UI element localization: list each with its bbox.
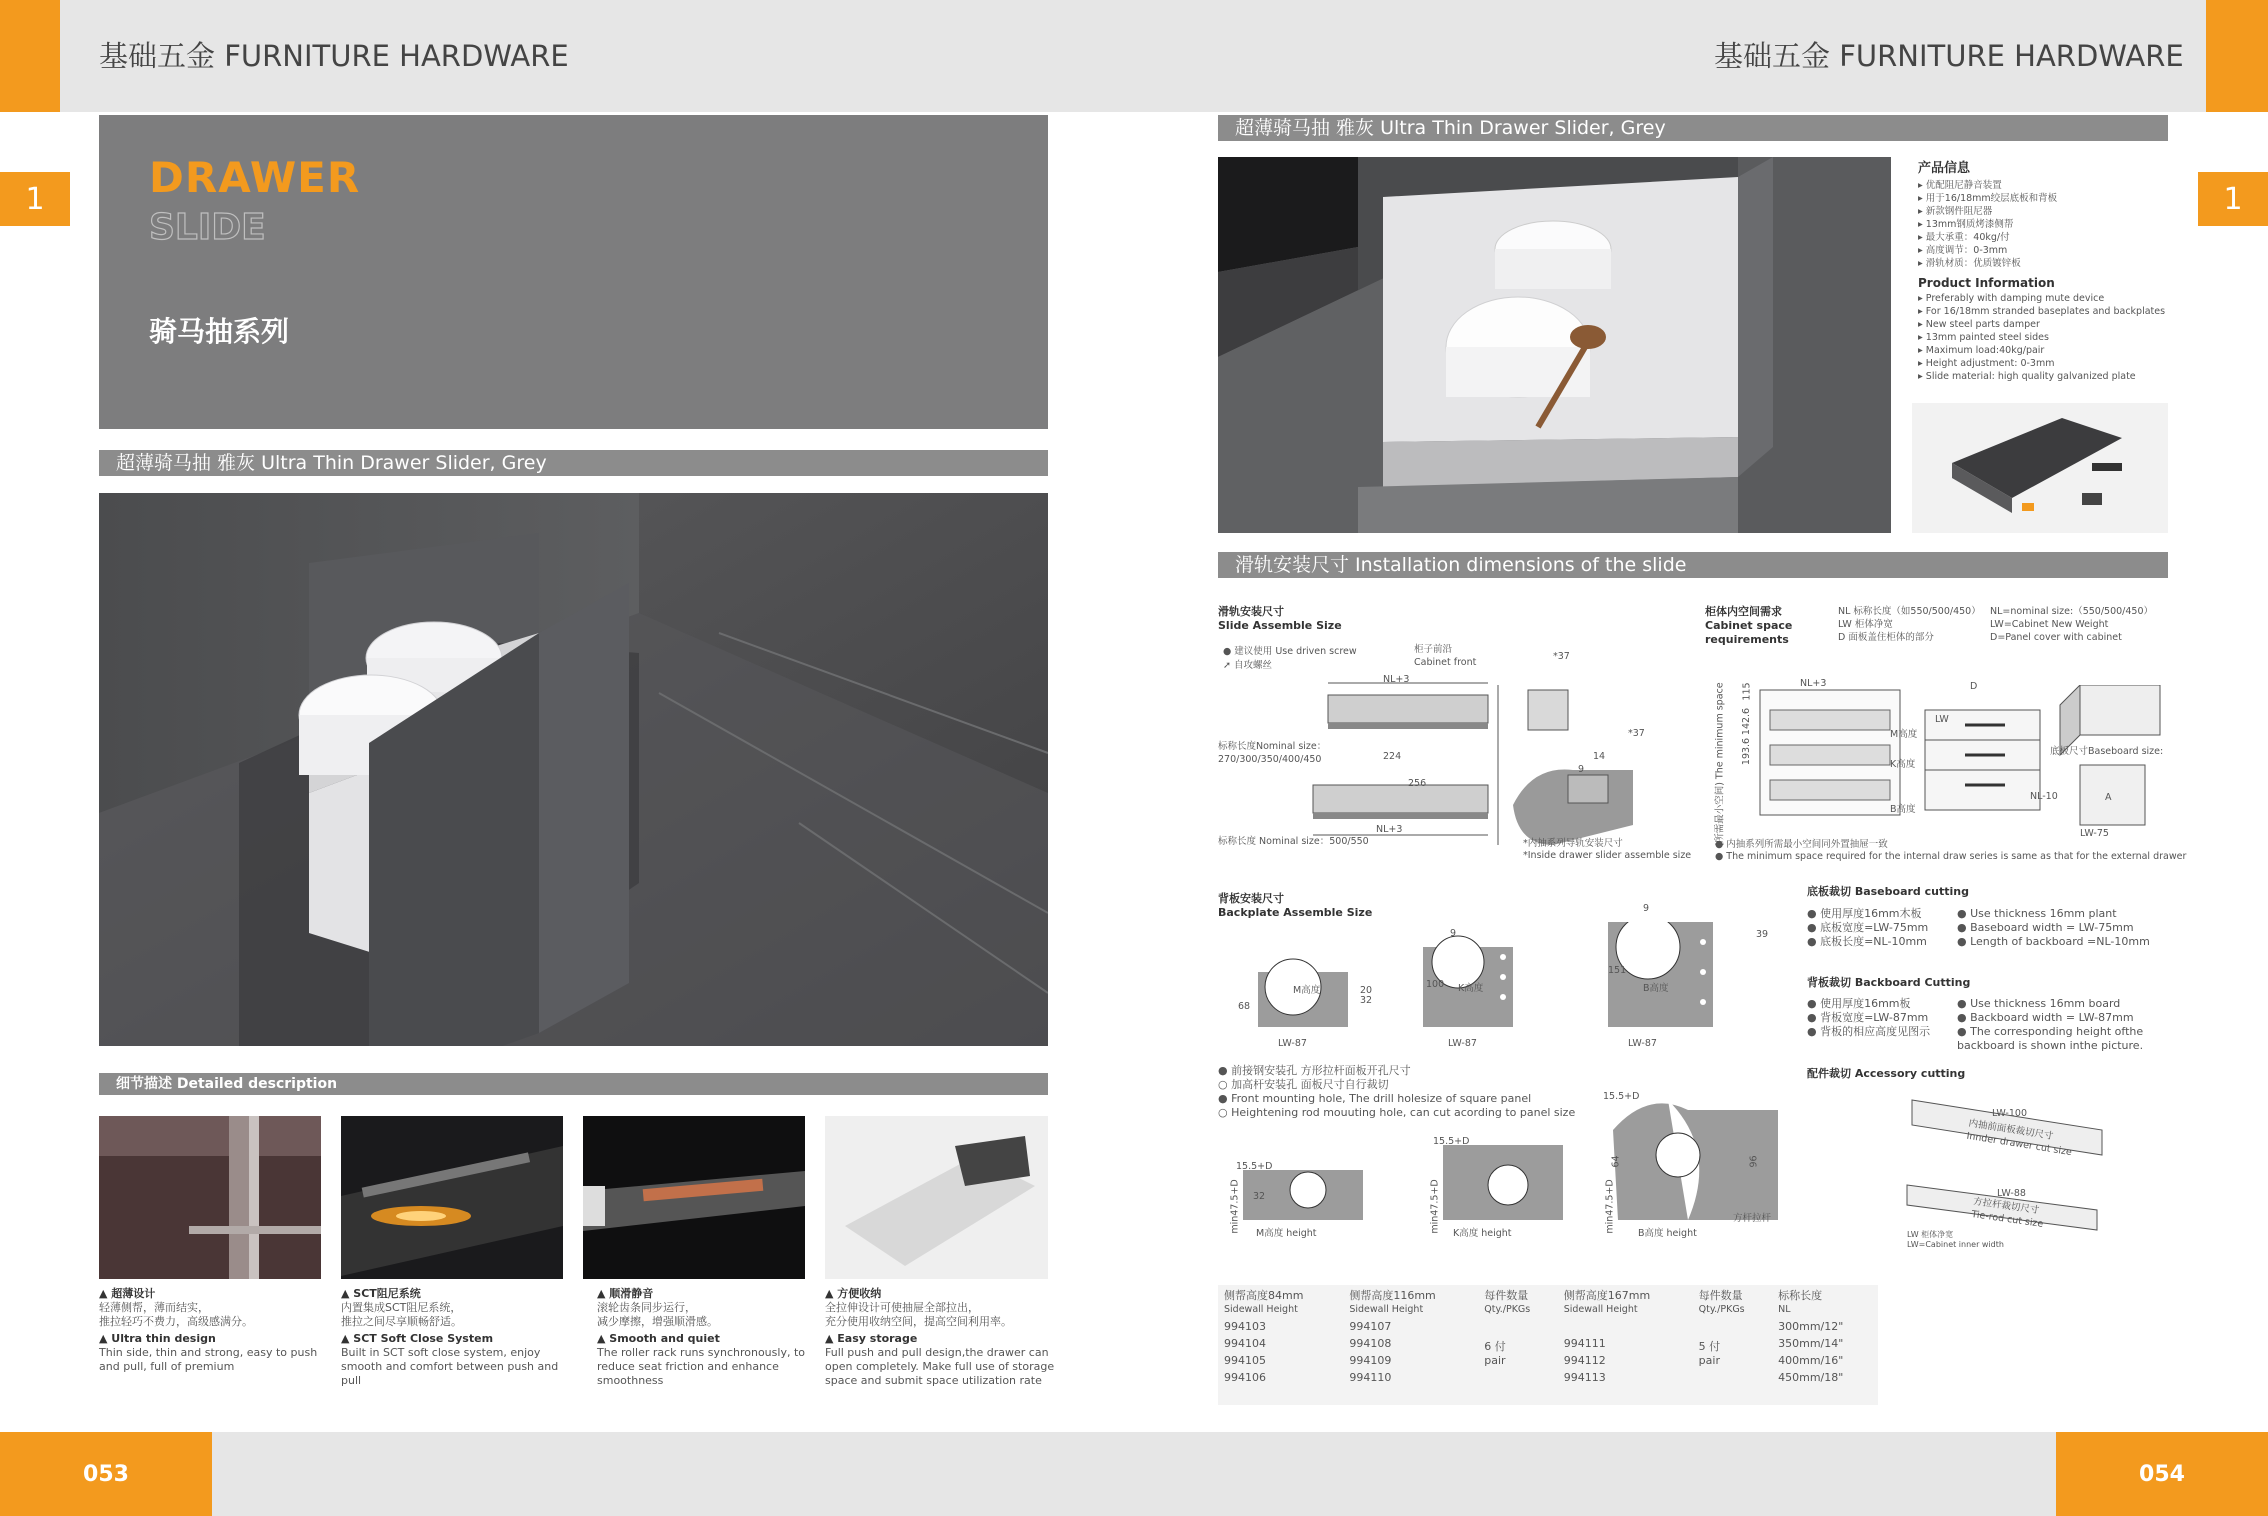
- feature-en-line: Built in SCT soft close system, enjoy: [341, 1346, 541, 1359]
- cell: 994108: [1349, 1337, 1392, 1350]
- th-sub: Qty./PKGs: [1484, 1304, 1531, 1315]
- inside-note-en: *Inside drawer slider assemble size: [1523, 850, 1692, 861]
- product-info-cn-item: ▸ 优配阻尼静音装置: [1918, 180, 2002, 191]
- backplate-lw87-1: LW-87: [1278, 1038, 1307, 1049]
- backplate-m: M高度: [1293, 985, 1321, 996]
- legend-line: ● 前接钢安装孔 方形拉杆面板开孔尺寸: [1218, 1064, 1411, 1077]
- product-info-en-title: Product Information: [1918, 276, 2055, 290]
- panel-d155-3: 15.5+D: [1603, 1091, 1640, 1102]
- backboard-cutting-title: 背板裁切 Backboard Cutting: [1807, 976, 1971, 989]
- feature-cn-title: ▲ 方便收纳: [825, 1287, 882, 1300]
- dim-14: 14: [1593, 751, 1606, 762]
- acc-tie-rod: 方拉杆裁切尺寸 Tie-rod cut size: [1970, 1196, 2044, 1230]
- cell: [1558, 1318, 1693, 1335]
- cell: 994107: [1349, 1320, 1392, 1333]
- cell-qty2: 5 付 pair: [1698, 1339, 1721, 1367]
- label-a: A: [2105, 792, 2112, 803]
- feature-cn-title: ▲ 超薄设计: [99, 1287, 156, 1300]
- feature-en-title: ▲ Smooth and quiet: [597, 1332, 720, 1345]
- cabinet-front-label: 柜子前沿 Cabinet front: [1414, 644, 1477, 668]
- cell: 994103: [1224, 1320, 1266, 1333]
- drawer-photo-right: [1218, 157, 1891, 533]
- feature-sct-system: [341, 1287, 571, 1388]
- slide-assemble-cn: 滑轨安装尺寸: [1218, 605, 1284, 618]
- legend-line: LW 柜体净宽: [1838, 619, 1893, 630]
- product-info-en-item: ▸ New steel parts damper: [1918, 319, 2040, 330]
- th-116: [1343, 1285, 1478, 1318]
- backplate-lw87-2: LW-87: [1448, 1038, 1477, 1049]
- dim-37-top: *37: [1553, 651, 1570, 662]
- product-info-en-item: ▸ Maximum load:40kg/pair: [1918, 345, 2045, 356]
- th-text: 侧帮高度116mm: [1349, 1289, 1436, 1302]
- cell: 994105: [1224, 1354, 1266, 1367]
- product-info-en-item: ▸ For 16/18mm stranded baseplates and backplates: [1918, 306, 2166, 317]
- th-84: [1218, 1285, 1343, 1318]
- legend-line: NL=nominal size:（550/500/450）: [1990, 606, 2154, 617]
- legend-line: NL 标称长度（如550/500/450）: [1838, 606, 1981, 617]
- panel-d475-2: min47.5+D: [1429, 1179, 1441, 1234]
- cell: 994106: [1224, 1371, 1266, 1384]
- cabinet-space-diagram: [1705, 605, 2187, 865]
- label-b: B高度: [1890, 804, 1916, 815]
- backplate-en: Backplate Assemble Size: [1218, 906, 1373, 919]
- panel-pull: 方杆拉杆: [1733, 1213, 1772, 1224]
- panel-k-height: K高度 height: [1453, 1228, 1512, 1239]
- dim-9-b: 9: [1643, 903, 1650, 914]
- note-line: ● 背板的相应高度见图示: [1807, 1025, 1931, 1038]
- legend-line: ○ 加高杆安装孔 面板尺寸自行裁切: [1218, 1078, 1389, 1091]
- slide-assemble-diagram: [1218, 605, 1692, 865]
- legend-line: D 面板盖住柜体的部分: [1838, 632, 1934, 643]
- legend-right: [1990, 605, 2153, 644]
- product-info-cn-item: ▸ 13mm钢质烤漆侧帮: [1918, 219, 2014, 230]
- note-line: ● Length of backboard =NL-10mm: [1957, 935, 2150, 948]
- backplate-k: K高度: [1458, 983, 1484, 994]
- install-dimensions-bar: 滑轨安装尺寸 Installation dimensions of the slide: [1218, 552, 2168, 578]
- feature-en-line: reduce seat friction and enhance: [597, 1360, 779, 1373]
- product-info-cn-item: ▸ 用于16/18mm绞层底板和背板: [1918, 193, 2058, 204]
- backplate-lw87-3: LW-87: [1628, 1038, 1657, 1049]
- feature-en-line: pull: [341, 1374, 362, 1387]
- label-lw: LW: [1935, 714, 1949, 725]
- label-m: M高度: [1890, 729, 1918, 740]
- slide-product-image: [1912, 403, 2168, 533]
- cell-qty1: 6 付 pair: [1484, 1339, 1506, 1367]
- panel-d155-2: 15.5+D: [1433, 1136, 1470, 1147]
- footer-band: [0, 1432, 2268, 1516]
- legend-line: ○ Heightening rod mouuting hole, can cut acording to panel size: [1218, 1106, 1576, 1119]
- dim-20: 20: [1360, 985, 1373, 996]
- backboard-cn: [1807, 997, 1930, 1039]
- dim-256: 256: [1408, 778, 1427, 789]
- note-line: backboard is shown inthe picture.: [1957, 1039, 2144, 1052]
- feature-cn-title: ▲ 顺滑静音: [597, 1287, 654, 1300]
- dim-nl3-bottom: NL+3: [1376, 824, 1403, 835]
- accessory-cutting-title: 配件裁切 Accessory cutting: [1807, 1067, 1966, 1080]
- cabinet-space-en1: Cabinet space: [1705, 619, 1793, 632]
- cabinet-space-cn: 柜体内空间需求: [1705, 605, 1782, 618]
- header-right-title: 基础五金 FURNITURE HARDWARE: [1714, 39, 2184, 73]
- note-line: ● 使用厚度16mm板: [1807, 997, 1911, 1010]
- min-note-en: ● The minimum space required for the internal draw series is same as that for the external drawer: [1715, 851, 2187, 862]
- feature-cn-line: 推拉之间尽享顺畅舒适。: [341, 1315, 462, 1328]
- header-left-title: 基础五金 FURNITURE HARDWARE: [99, 39, 569, 73]
- section-tab-right: 1: [2198, 172, 2268, 226]
- feature-en-line: smooth and comfort between push and: [341, 1360, 559, 1373]
- th-qty1: [1478, 1285, 1557, 1318]
- th-sub: Qty./PKGs: [1698, 1304, 1745, 1315]
- th-sub: Sidewall Height: [1563, 1304, 1638, 1315]
- detail-description-bar: 细节描述 Detailed description: [99, 1073, 1048, 1095]
- feature-thin-design: [99, 1287, 329, 1374]
- th-text: 标称长度: [1778, 1289, 1823, 1302]
- dim-37-mid: *37: [1628, 728, 1645, 739]
- note-line: ● The corresponding height ofthe: [1957, 1025, 2144, 1038]
- cell: 450mm/18": [1778, 1371, 1844, 1384]
- feature-en-title: ▲ SCT Soft Close System: [341, 1332, 494, 1345]
- dim-nl3-top: NL+3: [1383, 674, 1410, 685]
- note-line: ● Use thickness 16mm plant: [1957, 907, 2117, 920]
- header-accent-left: [0, 0, 60, 112]
- note-line: ● Backboard width = LW-87mm: [1957, 1011, 2134, 1024]
- panel-m-height: M高度 height: [1256, 1228, 1317, 1239]
- feature-en-line: The roller rack runs synchronously, to: [597, 1346, 805, 1359]
- legend-left: [1838, 605, 1981, 644]
- cell: 994111: [1563, 1337, 1606, 1350]
- feature-cn-line: 减少摩擦，增强顺滑感。: [597, 1315, 718, 1328]
- dim-32-a: 32: [1360, 995, 1373, 1006]
- th-text: 每件数量: [1698, 1289, 1743, 1302]
- product-info-en-item: ▸ Preferably with damping mute device: [1918, 293, 2105, 304]
- legend-line: ● Front mounting hole, The drill holesize of square panel: [1218, 1092, 1532, 1105]
- feature-image-easy-storage: [825, 1116, 1048, 1279]
- feature-image-sct-system: [341, 1116, 563, 1279]
- legend-line: LW=Cabinet New Weight: [1990, 619, 2109, 630]
- dim-nl3: NL+3: [1800, 678, 1827, 689]
- product-info-cn-item: ▸ 滑轨材质：优质镀锌板: [1918, 258, 2021, 269]
- cell: 994104: [1224, 1337, 1266, 1350]
- feature-en-line: open completely. Make full use of storage: [825, 1360, 1055, 1373]
- th-qty2: [1693, 1285, 1772, 1318]
- th-167: [1558, 1285, 1693, 1318]
- nominal-size-1: 标称长度Nominal size： 270/300/350/400/450: [1218, 741, 1327, 765]
- note-line: ● 背板宽度=LW-87mm: [1807, 1011, 1929, 1024]
- feature-en-line: Full push and pull design,the drawer can: [825, 1346, 1049, 1359]
- legend-line: D=Panel cover with cabinet: [1990, 632, 2122, 643]
- cabinet-space-en2: requirements: [1705, 633, 1789, 646]
- panel-d64: 64: [1610, 1155, 1622, 1168]
- feature-en-title: ▲ Ultra thin design: [99, 1332, 216, 1345]
- product-info-cn-item: ▸ 最大承重：40kg/付: [1918, 232, 2010, 243]
- th-sub: Sidewall Height: [1349, 1304, 1424, 1315]
- panel-d96: 96: [1748, 1155, 1760, 1168]
- baseboard-size-label: 底板尺寸Baseboard size:: [2050, 746, 2164, 757]
- feature-image-smooth-quiet: [583, 1116, 805, 1279]
- feature-cn-line: 推拉轻巧不费力，高级感满分。: [99, 1315, 253, 1328]
- slide-assemble-en: Slide Assemble Size: [1218, 619, 1342, 632]
- acc-lw-note: LW 柜体净宽 LW=Cabinet inner width: [1907, 1230, 2004, 1249]
- baseboard-cn: [1807, 907, 1928, 949]
- panel-d155-1: 15.5+D: [1236, 1161, 1273, 1172]
- feature-image-thin-design: [99, 1116, 321, 1279]
- page-number-right: 054: [2056, 1432, 2268, 1516]
- note-line: ● Baseboard width = LW-75mm: [1957, 921, 2134, 934]
- feature-smooth-quiet: [597, 1287, 827, 1388]
- panel-d475-3: min47.5+D: [1604, 1179, 1616, 1234]
- baseboard-cutting-title: 底板裁切 Baseboard cutting: [1807, 885, 1969, 898]
- product-info-en-item: ▸ 13mm painted steel sides: [1918, 332, 2049, 343]
- cell: 994113: [1563, 1371, 1606, 1384]
- screw-note: ● 建议使用 Use driven screw: [1223, 646, 1357, 657]
- header-accent-right: [2206, 0, 2268, 112]
- acc-lw88: LW-88: [1997, 1188, 2026, 1199]
- product-info-en-item: ▸ Height adjustment: 0-3mm: [1918, 358, 2055, 369]
- right-product-bar: 超薄骑马抽 雅灰 Ultra Thin Drawer Slider, Grey: [1218, 115, 2168, 141]
- cell: 994110: [1349, 1371, 1392, 1384]
- drawer-photo-main: [99, 493, 1048, 1046]
- th-sub: NL: [1778, 1304, 1791, 1315]
- panel-drilling-diagrams: [1218, 1090, 1798, 1250]
- panel-drawings: [1218, 1090, 1798, 1240]
- note-line: ● 底板长度=NL-10mm: [1807, 935, 1927, 948]
- cell: 350mm/14": [1778, 1337, 1844, 1350]
- title-word-slide: SLIDE: [149, 207, 266, 248]
- table-row: [1218, 1318, 1878, 1335]
- product-info-cn-title: 产品信息: [1918, 161, 1971, 176]
- feature-cn-line: 滚轮齿条同步运行，: [597, 1301, 696, 1314]
- note-line: ● 使用厚度16mm木板: [1807, 907, 1922, 920]
- cell: 400mm/16": [1778, 1354, 1844, 1367]
- cell: 994109: [1349, 1354, 1392, 1367]
- feature-en-line: space and submit space utilization rate: [825, 1374, 1042, 1387]
- inside-note-cn: *内抽系列导轨安装尺寸: [1523, 838, 1623, 849]
- min-note-cn: ● 内抽系列所需最小空间同外置抽屉一致: [1715, 839, 1888, 850]
- acc-inner-drawer: 内抽前面板裁切尺寸 Innder drawer cut size: [1965, 1117, 2073, 1159]
- feature-en-line: smoothness: [597, 1374, 664, 1387]
- th-sub: Sidewall Height: [1224, 1304, 1298, 1315]
- panel-d475-1: min47.5+D: [1229, 1179, 1241, 1234]
- label-k: K高度: [1890, 759, 1916, 770]
- min-space-label: (所需最小空间) The minimum space: [1714, 682, 1726, 847]
- baseboard-en: [1957, 907, 2150, 949]
- dim-nl10: NL-10: [2030, 791, 2058, 802]
- panel-b-height: B高度 height: [1638, 1228, 1697, 1239]
- cabinet-drawing: [1740, 685, 2170, 850]
- feature-cn-line: 内置集成SCT阻尼系统，: [341, 1301, 462, 1314]
- backboard-en: [1957, 997, 2143, 1053]
- acc-lw100: LW-100: [1992, 1108, 2027, 1119]
- note-line: ● 底板宽度=LW-75mm: [1807, 921, 1929, 934]
- feature-cn-line: 轻薄侧帮，薄而结实，: [99, 1301, 209, 1314]
- product-table: [1218, 1285, 1878, 1405]
- feature-cn-line: 全拉伸设计可使抽屉全部拉出，: [825, 1301, 979, 1314]
- title-block: [99, 115, 1048, 429]
- dim-224: 224: [1383, 751, 1402, 762]
- dim-115: 115: [1741, 682, 1753, 701]
- label-d: D: [1970, 681, 1978, 692]
- feature-cn-line: 充分使用收纳空间，提高空间利用率。: [825, 1315, 1012, 1328]
- dim-9: 9: [1578, 764, 1585, 775]
- dim-9-a: 9: [1450, 928, 1457, 939]
- page-number-left: 053: [0, 1432, 212, 1516]
- title-word-drawer: DRAWER: [149, 153, 361, 202]
- section-tab-left: 1: [0, 172, 70, 226]
- feature-easy-storage: [825, 1287, 1055, 1388]
- cell: 300mm/12": [1778, 1320, 1844, 1333]
- product-info: [1918, 157, 2168, 383]
- screw-note-cn: ➚ 自攻螺丝: [1223, 660, 1272, 671]
- panel-d32: 32: [1253, 1191, 1266, 1202]
- dim-68: 68: [1238, 1001, 1251, 1012]
- th-text: 侧帮高度84mm: [1224, 1289, 1304, 1302]
- feature-en-line: and pull, full of premium: [99, 1360, 235, 1373]
- cutting-notes: [1807, 885, 2168, 1249]
- th-text: 侧帮高度167mm: [1563, 1289, 1651, 1302]
- product-info-cn-item: ▸ 高度调节：0-3mm: [1918, 245, 2008, 256]
- backplate-cn: 背板安装尺寸: [1218, 892, 1284, 905]
- left-product-bar: 超薄骑马抽 雅灰 Ultra Thin Drawer Slider, Grey: [99, 450, 1048, 476]
- note-line: ● Use thickness 16mm board: [1957, 997, 2121, 1010]
- product-info-en-item: ▸ Slide material: high quality galvanized plate: [1918, 371, 2136, 382]
- backplate-drawings: [1238, 922, 1798, 1042]
- feature-en-title: ▲ Easy storage: [825, 1332, 918, 1345]
- cell: 994112: [1563, 1354, 1606, 1367]
- series-title: 骑马抽系列: [149, 315, 290, 348]
- dim-lw75: LW-75: [2080, 828, 2109, 839]
- backplate-b: B高度: [1643, 983, 1669, 994]
- dim-100: 100: [1426, 979, 1445, 990]
- dim-151: 151: [1608, 965, 1627, 976]
- dim-142: 142.6: [1741, 707, 1753, 736]
- th-text: 每件数量: [1484, 1289, 1529, 1302]
- table-header-row: [1218, 1285, 1878, 1318]
- feature-en-line: Thin side, thin and strong, easy to push: [99, 1346, 318, 1359]
- product-info-cn-item: ▸ 新款钢件阻尼器: [1918, 206, 1993, 217]
- dim-39: 39: [1756, 929, 1769, 940]
- dim-193: 193.6: [1741, 737, 1753, 766]
- th-nl: [1772, 1285, 1878, 1318]
- nominal-size-2: 标称长度 Nominal size：500/550: [1218, 836, 1369, 847]
- feature-cn-title: ▲ SCT阻尼系统: [341, 1287, 421, 1300]
